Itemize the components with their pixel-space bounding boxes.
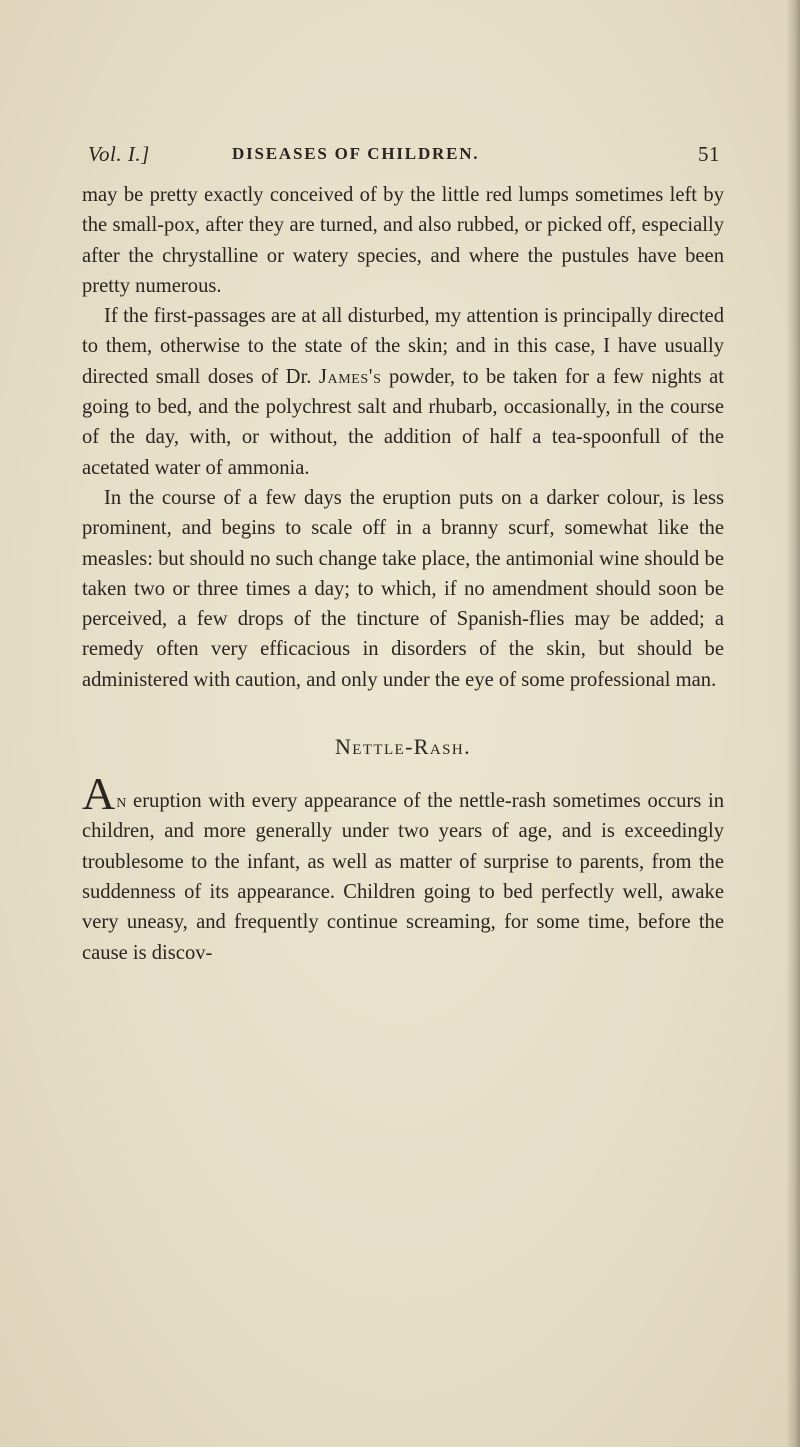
page-edge-shadow (786, 0, 800, 1447)
paragraph-3 (82, 483, 724, 695)
paragraph-1 (82, 180, 724, 301)
paragraph-2-before: If the first-passages are at all disturbed, my attention is principally directed to them, otherwise to the state of the skin; and in this case, I have usually directed small doses of Dr. (82, 305, 724, 388)
drop-cap: A (82, 768, 116, 820)
section-paragraph-text: eruption with every appearance of the nettle-rash sometimes occurs in children, and more generally under two years of age, and is exceedingly troublesome to the infant, as well as matter of surprise to parents, from the suddenness of its appearance. Children going to bed perfectly well, awake very uneasy, and frequently continue screaming, for some time, before the cause is discov- (82, 790, 724, 964)
page-number: 51 (698, 142, 720, 166)
paragraph-2 (82, 301, 724, 483)
section-paragraph (82, 768, 724, 968)
page-content (82, 142, 724, 968)
paragraph-1-text: may be pretty exactly conceived of by the little red lumps sometimes left by the small-pox, after they are turned, and also rubbed, or picked off, especially after the chrystalline or watery species, and where the pustules have been pretty numerous. (82, 184, 724, 297)
volume-label: Vol. I.] (88, 142, 150, 166)
paragraph-3-text: In the course of a few days the eruption puts on a darker colour, is less prominent, and begins to scale off in a branny scurf, somewhat like the measles: but should no such change take place, the antimonial wine should be taken two or three times a day; to which, if no amendment should soon be perceived, a few drops of the tincture of Spanish-flies may be added; a remedy often very efficacious in disorders of the skin, but should be administered with caution, and only under the eye of some professional man. (82, 486, 724, 691)
section-heading: Nettle-Rash. (334, 734, 471, 760)
running-title: DISEASES OF CHILDREN. (232, 144, 480, 163)
name-james: James's (318, 365, 382, 388)
running-head (82, 142, 724, 172)
paragraph-2-after: powder, to be taken for a few nights at going to bed, and the polychrest salt and rhubarb, occasionally, in the course of the day, with, or without, the addition of half a tea-spoonfull of the acetated water of ammonia. (82, 365, 724, 479)
drop-cap-continuation: n (116, 790, 127, 813)
body-text (82, 180, 724, 968)
